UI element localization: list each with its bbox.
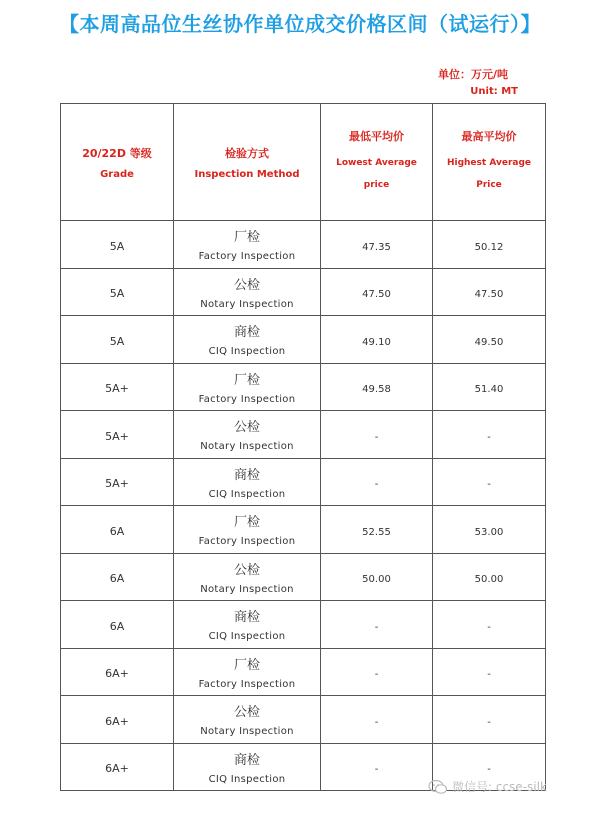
grade-cell <box>61 316 174 364</box>
method-cn: 商检 <box>233 752 260 768</box>
header-low-cn: 最低平均价 <box>349 130 404 143</box>
low-price-cell <box>321 696 433 744</box>
grade-cell <box>61 553 174 601</box>
method-en: Notary Inspection <box>200 583 294 595</box>
table-row <box>61 221 546 269</box>
method-en: Factory Inspection <box>198 678 296 690</box>
high-price-value: - <box>487 764 491 776</box>
low-price-cell <box>321 458 433 506</box>
method-cn: 公检 <box>233 277 260 293</box>
grade-cell <box>61 506 174 554</box>
table-row <box>61 553 546 601</box>
table-row <box>61 601 546 649</box>
low-price-value: - <box>374 479 379 491</box>
header-grade-en: Grade <box>100 168 134 180</box>
low-price-cell <box>321 221 433 269</box>
high-price-cell <box>433 553 546 601</box>
grade-value: 6A+ <box>105 762 129 776</box>
high-price-cell <box>433 221 546 269</box>
method-cn: 公检 <box>233 705 260 721</box>
method-cell <box>174 648 321 696</box>
low-price-value: - <box>374 764 379 776</box>
grade-cell <box>61 696 174 744</box>
method-cn: 厂检 <box>233 515 260 531</box>
watermark <box>428 778 547 795</box>
method-cn: 商检 <box>233 325 260 341</box>
method-cn: 商检 <box>233 467 260 483</box>
header-low-en2: price <box>363 180 390 190</box>
method-cn: 商检 <box>233 610 260 626</box>
method-cell <box>174 553 321 601</box>
grade-value: 6A <box>109 619 125 633</box>
high-price-value: 49.50 <box>474 336 504 348</box>
header-low <box>321 104 433 221</box>
method-cell <box>174 506 321 554</box>
header-low-en1: Lowest Average <box>336 158 417 168</box>
high-price-cell <box>433 411 546 459</box>
method-cell <box>174 411 321 459</box>
method-cn: 厂检 <box>233 230 260 246</box>
method-cn: 厂检 <box>233 372 260 388</box>
grade-cell <box>61 743 174 791</box>
method-en: Factory Inspection <box>198 536 296 548</box>
grade-value: 5A <box>109 334 125 348</box>
grade-value: 6A <box>109 524 125 538</box>
low-price-cell <box>321 316 433 364</box>
table-row <box>61 648 546 696</box>
high-price-cell <box>433 316 546 364</box>
table-header-row <box>61 104 546 221</box>
header-high-en2: Price <box>476 180 502 190</box>
high-price-cell <box>433 648 546 696</box>
high-price-value: - <box>487 621 491 633</box>
low-price-value: 49.58 <box>362 384 391 396</box>
price-table <box>60 103 546 791</box>
table-row <box>61 506 546 554</box>
low-price-value: - <box>374 716 379 728</box>
method-cell <box>174 221 321 269</box>
high-price-value: 47.50 <box>474 289 504 301</box>
grade-cell <box>61 458 174 506</box>
low-price-cell <box>321 506 433 554</box>
unit-label-cn: 单位：万元/吨 <box>437 68 508 81</box>
high-price-value: - <box>487 669 491 681</box>
high-price-cell <box>433 363 546 411</box>
low-price-value: 50.00 <box>362 574 391 586</box>
high-price-value: 51.40 <box>474 384 504 396</box>
method-cell <box>174 601 321 649</box>
grade-cell <box>61 268 174 316</box>
low-price-cell <box>321 648 433 696</box>
method-cell <box>174 458 321 506</box>
header-method <box>174 104 321 221</box>
method-cn: 厂检 <box>233 657 260 673</box>
low-price-value: - <box>374 621 379 633</box>
table-row <box>61 268 546 316</box>
high-price-cell <box>433 601 546 649</box>
method-en: CIQ Inspection <box>208 488 286 500</box>
table-row <box>61 411 546 459</box>
low-price-cell <box>321 743 433 791</box>
method-en: CIQ Inspection <box>208 773 286 785</box>
low-price-value: 47.50 <box>362 289 391 301</box>
unit-label-en: Unit: MT <box>470 86 518 97</box>
method-en: CIQ Inspection <box>208 346 286 358</box>
low-price-value: - <box>374 431 379 443</box>
table-row <box>61 458 546 506</box>
high-price-value: 50.12 <box>474 241 504 253</box>
method-cn: 公检 <box>233 420 260 436</box>
low-price-cell <box>321 601 433 649</box>
method-en: Notary Inspection <box>200 441 294 453</box>
method-cell <box>174 316 321 364</box>
grade-value: 5A <box>109 287 125 301</box>
method-cell <box>174 696 321 744</box>
low-price-cell <box>321 363 433 411</box>
method-cn: 公检 <box>233 562 260 578</box>
high-price-value: 50.00 <box>474 574 504 586</box>
low-price-cell <box>321 553 433 601</box>
method-cell <box>174 268 321 316</box>
low-price-cell <box>321 411 433 459</box>
grade-cell <box>61 363 174 411</box>
high-price-cell <box>433 696 546 744</box>
low-price-value: 49.10 <box>362 336 391 348</box>
header-method-cn: 检验方式 <box>225 146 269 160</box>
method-en: Factory Inspection <box>198 251 296 263</box>
low-price-value: 47.35 <box>362 241 391 253</box>
grade-value: 5A <box>109 239 125 253</box>
table-row <box>61 696 546 744</box>
grade-value: 5A+ <box>105 382 129 396</box>
header-grade <box>61 104 174 221</box>
wechat-icon <box>428 779 448 795</box>
page-title: 【本周高品位生丝协作单位成交价格区间（试运行）】 <box>59 12 541 36</box>
grade-cell <box>61 411 174 459</box>
high-price-cell <box>433 458 546 506</box>
high-price-cell <box>433 268 546 316</box>
grade-value: 6A+ <box>105 714 129 728</box>
high-price-value: - <box>487 479 491 491</box>
grade-cell <box>61 221 174 269</box>
header-high <box>433 104 546 221</box>
method-en: CIQ Inspection <box>208 631 286 643</box>
grade-cell <box>61 601 174 649</box>
low-price-cell <box>321 268 433 316</box>
header-grade-cn: 20/22D 等级 <box>82 146 152 160</box>
high-price-value: - <box>487 716 491 728</box>
grade-value: 5A+ <box>105 477 129 491</box>
header-high-en1: Highest Average <box>446 158 532 168</box>
table-row <box>61 363 546 411</box>
high-price-cell <box>433 506 546 554</box>
method-en: Notary Inspection <box>200 298 294 310</box>
grade-value: 5A+ <box>105 429 129 443</box>
high-price-value: 53.00 <box>474 526 504 538</box>
header-method-en: Inspection Method <box>194 168 300 180</box>
high-price-value: - <box>487 431 491 443</box>
grade-cell <box>61 648 174 696</box>
grade-value: 6A+ <box>105 667 129 681</box>
low-price-value: 52.55 <box>362 526 391 538</box>
grade-value: 6A <box>109 572 125 586</box>
method-cell <box>174 743 321 791</box>
header-high-cn: 最高平均价 <box>461 130 517 143</box>
method-en: Notary Inspection <box>200 726 294 738</box>
low-price-value: - <box>374 669 379 681</box>
table-row <box>61 316 546 364</box>
watermark-text: 微信号: ccse-silk <box>452 780 547 794</box>
method-cell <box>174 363 321 411</box>
method-en: Factory Inspection <box>198 393 296 405</box>
